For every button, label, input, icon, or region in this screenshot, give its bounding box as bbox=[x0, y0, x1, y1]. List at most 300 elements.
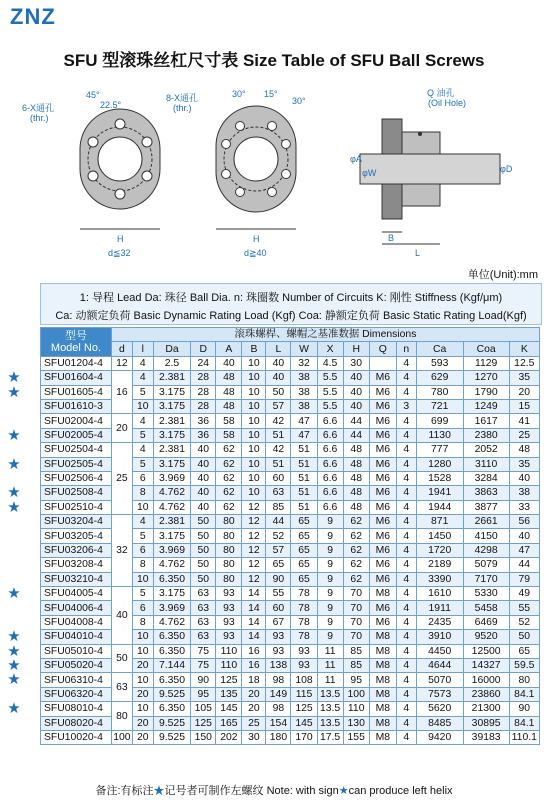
label-phi-w: φW bbox=[362, 168, 377, 178]
cell-d: 63 bbox=[191, 587, 216, 601]
cell-q: M8 bbox=[369, 587, 396, 601]
cell-w: 51 bbox=[291, 471, 317, 485]
cell-da: 2.381 bbox=[153, 371, 191, 385]
cell-b: 16 bbox=[242, 658, 266, 672]
cell-b: 12 bbox=[242, 529, 266, 543]
cell-da: 3.969 bbox=[153, 601, 191, 615]
cell-a: 145 bbox=[216, 702, 242, 716]
table-row bbox=[41, 587, 540, 601]
column-header-h: H bbox=[343, 342, 369, 356]
cell-k: 84.1 bbox=[509, 716, 539, 730]
cell-coa: 3863 bbox=[463, 486, 509, 500]
cell-x: 9 bbox=[317, 615, 343, 629]
shaft-diameter-cell: 32 bbox=[111, 515, 132, 587]
cell-a: 62 bbox=[216, 443, 242, 457]
cell-q: M6 bbox=[369, 558, 396, 572]
cell-ca: 721 bbox=[416, 399, 463, 413]
cell-d: 95 bbox=[191, 687, 216, 701]
nut-side-view bbox=[360, 119, 500, 244]
cell-coa: 4150 bbox=[463, 529, 509, 543]
model-cell: SFU02005-4 bbox=[41, 428, 112, 442]
model-cell: SFU03205-4 bbox=[41, 529, 112, 543]
cell-k: 12.5 bbox=[509, 356, 539, 370]
model-cell: SFU06310-4 bbox=[41, 673, 112, 687]
cell-w: 108 bbox=[291, 673, 317, 687]
star-icon: ★ bbox=[7, 427, 21, 444]
star-icon: ★ bbox=[7, 456, 21, 473]
cell-k: 79 bbox=[509, 572, 539, 586]
cell-d: 24 bbox=[191, 356, 216, 370]
cell-coa: 6469 bbox=[463, 615, 509, 629]
cell-n: 4 bbox=[396, 630, 416, 644]
cell-k: 47 bbox=[509, 543, 539, 557]
cell-d: 50 bbox=[191, 543, 216, 557]
cell-k: 48 bbox=[509, 443, 539, 457]
cell-ca: 8485 bbox=[416, 716, 463, 730]
cell-w: 65 bbox=[291, 543, 317, 557]
cell-x: 9 bbox=[317, 572, 343, 586]
model-header-cn: 型号 bbox=[64, 329, 87, 342]
cell-ca: 593 bbox=[416, 356, 463, 370]
cell-ca: 1720 bbox=[416, 543, 463, 557]
cell-w: 38 bbox=[291, 385, 317, 399]
cell-ca: 1944 bbox=[416, 500, 463, 514]
cell-l: 55 bbox=[266, 587, 291, 601]
cell-k: 52 bbox=[509, 615, 539, 629]
cell-w: 38 bbox=[291, 371, 317, 385]
cell-d: 36 bbox=[191, 414, 216, 428]
cell-n: 4 bbox=[396, 543, 416, 557]
cell-l: 10 bbox=[132, 500, 153, 514]
cell-da: 3.175 bbox=[153, 529, 191, 543]
model-cell: SFU02504-4 bbox=[41, 443, 112, 457]
cell-x: 6.6 bbox=[317, 428, 343, 442]
cell-w: 145 bbox=[291, 716, 317, 730]
footnote bbox=[0, 782, 548, 798]
cell-d: 50 bbox=[191, 558, 216, 572]
cell-l: 180 bbox=[266, 730, 291, 744]
cell-coa: 2661 bbox=[463, 515, 509, 529]
cell-b: 12 bbox=[242, 515, 266, 529]
label-six-holes: 6-X通孔 bbox=[22, 103, 55, 113]
cell-n: 3 bbox=[396, 399, 416, 413]
cell-n: 4 bbox=[396, 601, 416, 615]
cell-coa: 7170 bbox=[463, 572, 509, 586]
cell-d: 28 bbox=[191, 399, 216, 413]
cell-da: 6.350 bbox=[153, 572, 191, 586]
cell-n: 4 bbox=[396, 428, 416, 442]
cell-n: 4 bbox=[396, 658, 416, 672]
cell-d: 50 bbox=[191, 515, 216, 529]
cell-a: 93 bbox=[216, 587, 242, 601]
star-icon: ★ bbox=[7, 585, 21, 602]
cell-d: 125 bbox=[191, 716, 216, 730]
cell-n: 4 bbox=[396, 385, 416, 399]
cell-h: 95 bbox=[343, 673, 369, 687]
cell-q: M8 bbox=[369, 730, 396, 744]
cell-q: M6 bbox=[369, 428, 396, 442]
cell-n: 4 bbox=[396, 457, 416, 471]
cell-q: M6 bbox=[369, 399, 396, 413]
cell-ca: 4644 bbox=[416, 658, 463, 672]
cell-d: 40 bbox=[191, 486, 216, 500]
cell-k: 84.1 bbox=[509, 687, 539, 701]
cell-h: 70 bbox=[343, 615, 369, 629]
cell-da: 4.762 bbox=[153, 500, 191, 514]
legend-line-1: 1: 导程 Lead Da: 珠径 Ball Dia. n: 珠圈数 Number of Circuits K: 刚性 Stiffness (Kgf/μm) bbox=[79, 292, 503, 304]
cell-a: 58 bbox=[216, 414, 242, 428]
label-left-angle-22: 22.5° bbox=[100, 100, 122, 110]
label-mid-angle-30b: 30° bbox=[292, 96, 306, 106]
cell-n: 4 bbox=[396, 414, 416, 428]
model-cell: SFU01604-4 bbox=[41, 371, 112, 385]
star-icon: ★ bbox=[338, 785, 349, 797]
cell-w: 65 bbox=[291, 515, 317, 529]
unit-label: 单位(Unit):mm bbox=[467, 269, 538, 281]
cell-a: 58 bbox=[216, 428, 242, 442]
cell-coa: 2052 bbox=[463, 443, 509, 457]
cell-x: 9 bbox=[317, 558, 343, 572]
cell-w: 78 bbox=[291, 630, 317, 644]
label-phi-a: φA bbox=[350, 154, 362, 164]
cell-k: 33 bbox=[509, 500, 539, 514]
cell-q: M6 bbox=[369, 385, 396, 399]
cell-a: 93 bbox=[216, 615, 242, 629]
cell-ca: 1911 bbox=[416, 601, 463, 615]
cell-da: 9.525 bbox=[153, 687, 191, 701]
cell-coa: 4298 bbox=[463, 543, 509, 557]
cell-ca: 780 bbox=[416, 385, 463, 399]
cell-da: 3.175 bbox=[153, 587, 191, 601]
cell-l: 51 bbox=[266, 428, 291, 442]
cell-b: 10 bbox=[242, 356, 266, 370]
cell-h: 70 bbox=[343, 630, 369, 644]
cell-q: M6 bbox=[369, 486, 396, 500]
cell-w: 115 bbox=[291, 687, 317, 701]
cell-n: 4 bbox=[396, 702, 416, 716]
cell-x: 17.5 bbox=[317, 730, 343, 744]
cell-h: 62 bbox=[343, 529, 369, 543]
cell-b: 16 bbox=[242, 644, 266, 658]
cell-h: 48 bbox=[343, 500, 369, 514]
cell-l: 98 bbox=[266, 702, 291, 716]
cell-l: 10 bbox=[132, 630, 153, 644]
cell-d: 75 bbox=[191, 644, 216, 658]
model-cell: SFU04006-4 bbox=[41, 601, 112, 615]
label-left-angle-45: 45° bbox=[86, 90, 100, 100]
cell-h: 48 bbox=[343, 457, 369, 471]
cell-h: 62 bbox=[343, 515, 369, 529]
cell-x: 9 bbox=[317, 601, 343, 615]
cell-q: M6 bbox=[369, 572, 396, 586]
cell-l: 10 bbox=[132, 702, 153, 716]
cell-coa: 30895 bbox=[463, 716, 509, 730]
model-cell: SFU08020-4 bbox=[41, 716, 112, 730]
model-cell: SFU01605-4 bbox=[41, 385, 112, 399]
cell-l: 93 bbox=[266, 630, 291, 644]
cell-da: 4.762 bbox=[153, 615, 191, 629]
cell-w: 51 bbox=[291, 443, 317, 457]
cell-n: 4 bbox=[396, 673, 416, 687]
cell-da: 3.969 bbox=[153, 471, 191, 485]
cell-da: 6.350 bbox=[153, 630, 191, 644]
label-mid-d: d≧40 bbox=[244, 248, 267, 258]
cell-w: 51 bbox=[291, 457, 317, 471]
cell-k: 110.1 bbox=[509, 730, 539, 744]
cell-l: 5 bbox=[132, 385, 153, 399]
model-cell: SFU03204-4 bbox=[41, 515, 112, 529]
cell-da: 6.350 bbox=[153, 673, 191, 687]
cell-k: 35 bbox=[509, 457, 539, 471]
cell-x: 6.6 bbox=[317, 443, 343, 457]
cell-h: 62 bbox=[343, 543, 369, 557]
cell-k: 55 bbox=[509, 601, 539, 615]
cell-k: 80 bbox=[509, 673, 539, 687]
cell-l: 10 bbox=[132, 644, 153, 658]
column-header-d: D bbox=[191, 342, 216, 356]
cell-x: 5.5 bbox=[317, 399, 343, 413]
model-cell: SFU02004-4 bbox=[41, 414, 112, 428]
cell-ca: 1941 bbox=[416, 486, 463, 500]
cell-l: 8 bbox=[132, 615, 153, 629]
cell-da: 3.175 bbox=[153, 385, 191, 399]
cell-ca: 2435 bbox=[416, 615, 463, 629]
column-header-b: B bbox=[242, 342, 266, 356]
cell-a: 62 bbox=[216, 486, 242, 500]
cell-da: 3.175 bbox=[153, 457, 191, 471]
cell-q: M6 bbox=[369, 443, 396, 457]
cell-l: 5 bbox=[132, 428, 153, 442]
cell-coa: 1617 bbox=[463, 414, 509, 428]
cell-h: 44 bbox=[343, 428, 369, 442]
cell-h: 44 bbox=[343, 414, 369, 428]
cell-h: 62 bbox=[343, 558, 369, 572]
star-icon: ★ bbox=[7, 499, 21, 516]
cell-b: 10 bbox=[242, 486, 266, 500]
cell-ca: 5070 bbox=[416, 673, 463, 687]
cell-q: M6 bbox=[369, 457, 396, 471]
cell-ca: 2189 bbox=[416, 558, 463, 572]
cell-w: 51 bbox=[291, 486, 317, 500]
column-header-row bbox=[41, 342, 540, 356]
cell-b: 14 bbox=[242, 630, 266, 644]
cell-n: 4 bbox=[396, 587, 416, 601]
cell-w: 78 bbox=[291, 615, 317, 629]
model-cell: SFU03210-4 bbox=[41, 572, 112, 586]
cell-b: 14 bbox=[242, 601, 266, 615]
cell-ca: 871 bbox=[416, 515, 463, 529]
cell-l: 4 bbox=[132, 414, 153, 428]
cell-b: 10 bbox=[242, 428, 266, 442]
label-mid-angle-30a: 30° bbox=[232, 89, 246, 99]
cell-b: 30 bbox=[242, 730, 266, 744]
column-header-n: n bbox=[396, 342, 416, 356]
cell-b: 18 bbox=[242, 673, 266, 687]
cell-l: 67 bbox=[266, 615, 291, 629]
column-header-l: l bbox=[132, 342, 153, 356]
cell-k: 49 bbox=[509, 587, 539, 601]
cell-coa: 5458 bbox=[463, 601, 509, 615]
cell-k: 41 bbox=[509, 414, 539, 428]
cell-q bbox=[369, 356, 396, 370]
model-cell: SFU02510-4 bbox=[41, 500, 112, 514]
cell-d: 50 bbox=[191, 572, 216, 586]
label-mid-angle-15: 15° bbox=[264, 89, 278, 99]
cell-q: M6 bbox=[369, 543, 396, 557]
cell-ca: 4450 bbox=[416, 644, 463, 658]
cell-coa: 23860 bbox=[463, 687, 509, 701]
cell-ca: 1528 bbox=[416, 471, 463, 485]
cell-w: 78 bbox=[291, 587, 317, 601]
table-row bbox=[41, 673, 540, 687]
left-helix-markers bbox=[6, 0, 26, 800]
cell-a: 202 bbox=[216, 730, 242, 744]
cell-n: 4 bbox=[396, 471, 416, 485]
cell-l: 6 bbox=[132, 543, 153, 557]
cell-l: 20 bbox=[132, 687, 153, 701]
cell-l: 40 bbox=[266, 371, 291, 385]
cell-coa: 3284 bbox=[463, 471, 509, 485]
footnote-middle: 记号者可制作左螺纹 Note: with sign bbox=[164, 785, 339, 797]
cell-h: 110 bbox=[343, 702, 369, 716]
cell-x: 9 bbox=[317, 630, 343, 644]
label-left-thr: (thr.) bbox=[30, 113, 49, 123]
cell-da: 2.5 bbox=[153, 356, 191, 370]
cell-d: 40 bbox=[191, 500, 216, 514]
cell-ca: 777 bbox=[416, 443, 463, 457]
cell-d: 105 bbox=[191, 702, 216, 716]
model-header bbox=[41, 328, 112, 357]
page-title: SFU 型滚珠丝杠尺寸表 Size Table of SFU Ball Screws bbox=[63, 51, 485, 70]
cell-b: 10 bbox=[242, 371, 266, 385]
cell-da: 3.969 bbox=[153, 543, 191, 557]
cell-l: 4 bbox=[132, 356, 153, 370]
cell-n: 4 bbox=[396, 572, 416, 586]
cell-d: 40 bbox=[191, 457, 216, 471]
cell-d: 28 bbox=[191, 371, 216, 385]
cell-l: 42 bbox=[266, 443, 291, 457]
cell-ca: 5620 bbox=[416, 702, 463, 716]
cell-l: 10 bbox=[132, 572, 153, 586]
cell-a: 110 bbox=[216, 644, 242, 658]
column-header-ca: Ca bbox=[416, 342, 463, 356]
cell-k: 40 bbox=[509, 471, 539, 485]
cell-coa: 3877 bbox=[463, 500, 509, 514]
cell-n: 4 bbox=[396, 529, 416, 543]
table-row bbox=[41, 414, 540, 428]
cell-l: 20 bbox=[132, 730, 153, 744]
cell-x: 5.5 bbox=[317, 371, 343, 385]
star-icon: ★ bbox=[7, 384, 21, 401]
cell-q: M6 bbox=[369, 371, 396, 385]
cell-ca: 1130 bbox=[416, 428, 463, 442]
column-header-k: K bbox=[509, 342, 539, 356]
label-oil-hole-en: (Oil Hole) bbox=[428, 98, 467, 108]
shaft-diameter-cell: 63 bbox=[111, 673, 132, 702]
label-eight-holes: 8-X通孔 bbox=[166, 93, 199, 103]
cell-x: 6.6 bbox=[317, 414, 343, 428]
cell-b: 10 bbox=[242, 414, 266, 428]
model-cell: SFU02505-4 bbox=[41, 457, 112, 471]
cell-a: 48 bbox=[216, 385, 242, 399]
cell-h: 85 bbox=[343, 658, 369, 672]
cell-ca: 1610 bbox=[416, 587, 463, 601]
cell-ca: 9420 bbox=[416, 730, 463, 744]
cell-h: 70 bbox=[343, 601, 369, 615]
cell-k: 56 bbox=[509, 515, 539, 529]
cell-w: 32 bbox=[291, 356, 317, 370]
cell-coa: 5330 bbox=[463, 587, 509, 601]
cell-d: 40 bbox=[191, 443, 216, 457]
cell-da: 6.350 bbox=[153, 702, 191, 716]
cell-l: 154 bbox=[266, 716, 291, 730]
cell-a: 48 bbox=[216, 399, 242, 413]
table-row bbox=[41, 371, 540, 385]
star-icon: ★ bbox=[153, 785, 165, 797]
cell-coa: 16000 bbox=[463, 673, 509, 687]
cell-n: 4 bbox=[396, 558, 416, 572]
cell-w: 170 bbox=[291, 730, 317, 744]
star-icon: ★ bbox=[7, 484, 21, 501]
cell-w: 125 bbox=[291, 702, 317, 716]
cell-w: 65 bbox=[291, 558, 317, 572]
shaft-diameter-cell: 40 bbox=[111, 587, 132, 645]
cell-q: M6 bbox=[369, 471, 396, 485]
cell-q: M6 bbox=[369, 601, 396, 615]
footnote-suffix: can produce left helix bbox=[348, 785, 453, 797]
cell-da: 2.381 bbox=[153, 515, 191, 529]
column-header-x: X bbox=[317, 342, 343, 356]
cell-k: 40 bbox=[509, 529, 539, 543]
cell-q: M6 bbox=[369, 500, 396, 514]
cell-da: 2.381 bbox=[153, 414, 191, 428]
cell-d: 90 bbox=[191, 673, 216, 687]
cell-l: 8 bbox=[132, 486, 153, 500]
cell-d: 63 bbox=[191, 630, 216, 644]
cell-l: 57 bbox=[266, 399, 291, 413]
cell-l: 8 bbox=[132, 558, 153, 572]
column-header-coa: Coa bbox=[463, 342, 509, 356]
cell-l: 4 bbox=[132, 371, 153, 385]
cell-da: 3.175 bbox=[153, 428, 191, 442]
cell-h: 30 bbox=[343, 356, 369, 370]
cell-h: 48 bbox=[343, 486, 369, 500]
cell-x: 4.5 bbox=[317, 356, 343, 370]
cell-a: 80 bbox=[216, 515, 242, 529]
cell-b: 12 bbox=[242, 572, 266, 586]
cell-da: 3.175 bbox=[153, 399, 191, 413]
cell-l: 42 bbox=[266, 414, 291, 428]
cell-l: 40 bbox=[266, 356, 291, 370]
model-cell: SFU05010-4 bbox=[41, 644, 112, 658]
cell-h: 48 bbox=[343, 471, 369, 485]
model-cell: SFU03208-4 bbox=[41, 558, 112, 572]
cell-coa: 39183 bbox=[463, 730, 509, 744]
cell-x: 13.5 bbox=[317, 702, 343, 716]
cell-d: 150 bbox=[191, 730, 216, 744]
cell-b: 10 bbox=[242, 399, 266, 413]
cell-n: 4 bbox=[396, 371, 416, 385]
cell-n: 4 bbox=[396, 687, 416, 701]
cell-b: 12 bbox=[242, 543, 266, 557]
cell-a: 93 bbox=[216, 601, 242, 615]
cell-b: 14 bbox=[242, 587, 266, 601]
star-icon: ★ bbox=[7, 657, 21, 674]
cell-w: 65 bbox=[291, 529, 317, 543]
cell-k: 35 bbox=[509, 371, 539, 385]
star-icon: ★ bbox=[7, 671, 21, 688]
column-header-a: A bbox=[216, 342, 242, 356]
